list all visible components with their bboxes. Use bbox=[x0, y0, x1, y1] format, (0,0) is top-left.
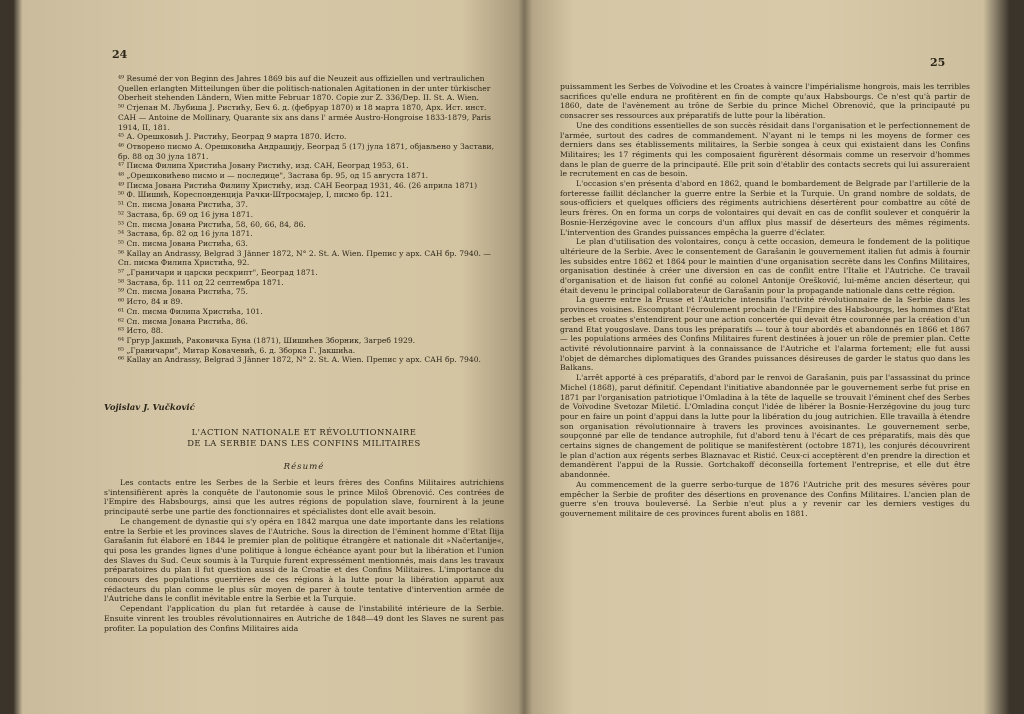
footnote: ⁴⁹ Resumé der von Beginn des Jahres 1869 bis auf die Neuzeit aus offiziellen und vertraulichen Quellen erlangten Mitteilungen über die politisch-nationalen Agitationen in der unter türkischer Oberheit stehenden Ländern, Wien mitte Februar 1870. Copie zur Z. 336/Dep. II. St. A. Wien. bbox=[118, 74, 491, 103]
footnote: ⁵³ Сп. писма Јована Ристића, 58, 60, 66, 84, 86. bbox=[118, 219, 306, 229]
right-page bbox=[560, 0, 988, 714]
footnote: ⁵⁶ Kallay an Andrassy, Belgrad 3 Jänner 1872, N° 2. St. A. Wien. Препис у арх. САН бр. 7940. — Сп. писма Филипа Христића, 92. bbox=[118, 248, 491, 268]
paragraph: Cependant l'application du plan fut retardée à cause de l'instabilité intérieure de la Serbie. Ensuite vinrent les troubles révolutionnaires en Autriche de 1848—49 dont les Slaves ne surent pas profiter. La population des Confins Militaires aida bbox=[104, 604, 504, 633]
paragraph: Les contacts entre les Serbes de la Serbie et leurs frères des Confins Militaires autrichiens s'intensifièrent après la conquête de l'autonomie sous le prince Miloš Obrenović. Ces contrées de l'Empire des Habsbourgs, ainsi que les autres régions de population slave, fournirent à la jeune principauté serbe une partie des fonctionnaires et spécialistes dont elle avait besoin. bbox=[104, 478, 504, 517]
footnote: ⁴⁶ Отворено писмо А. Орешковића Андрашију, Београд 5 (17) јула 1871, објављено у Застави, бр. 88 од 30 јула 1871. bbox=[118, 141, 495, 161]
page-number-right: 25 bbox=[930, 56, 946, 69]
left-page bbox=[34, 0, 504, 714]
footnote: ⁵⁰ Стјепан М. Љубиша Ј. Ристићу, Беч 6. д. (фебруар 1870) и 18 марта 1870, Арх. Ист. инст. САН — Antoine de Mollinary, Quarante six ans dans l' armée Austro-Hongroise 1833-1879, Paris 1914, II, 181. bbox=[118, 103, 491, 132]
right-body-text bbox=[560, 82, 970, 519]
paragraph: puissamment les Serbes de Voïvodine et les Croates à vaincre l'impérialisme hongrois, mais les terribles sacrifices qu'elle endura ne profitèrent en fin de compte qu'aux Habsbourgs. Ce n'est qu'à partir de 1860, date de l'avènement au trône de Serbie du prince Michel Obrenović, que la principauté pu consacrer ses ressources aux préparatifs de lutte pour la libération. bbox=[560, 82, 970, 121]
paragraph: La guerre entre la Prusse et l'Autriche intensifia l'activité révolutionnaire de la Serbie dans les provinces voisines. Escomptant l'écroulement prochain de l'Empire des Habsbourgs, les hommes d'Etat serbes et croates s'entendirent pour une action concertée qui devait être couronnée par la création d'un grand Etat yougoslave. Dans tous les préparatifs — tour à tour abordés et abandonnés en 1866 et 1867 — les populations armées des Confins Militaires furent destinées à jouer un rôle de premier plan. Cette activité révolutionnaire parvint à la connaissance de l'Autriche et l'alarma fortement; elle fut aussi l'objet de démarches diplomatiques des Grandes puissances désireuses de garder le status quo dans les Balkans. bbox=[560, 295, 970, 373]
footnote: ⁶³ Исто, 88. bbox=[118, 326, 164, 336]
footnote: ⁵¹ Сп. писма Јована Ристића, 37. bbox=[118, 200, 248, 210]
footnote: ⁶⁶ Kallay an Andrassy, Belgrad 3 Jänner 1872, N° 2. St. A. Wien. Препис у арх. САН бр. 7940. bbox=[118, 355, 481, 365]
footnote: ⁶¹ Сп. писма Филипа Христића, 101. bbox=[118, 306, 263, 316]
left-body-text bbox=[104, 478, 504, 633]
footnote: ⁶² Сп. писма Јована Ристића, 86. bbox=[118, 316, 248, 326]
article-title-line-1: L'ACTION NATIONALE ET RÉVOLUTIONNAIRE bbox=[191, 427, 417, 437]
footnote: ⁵⁴ Застава, бр. 82 од 16 јула 1871. bbox=[118, 229, 253, 239]
footnotes bbox=[104, 74, 504, 365]
footnote: ⁵⁸ Застава, бр. 111 од 22 септембра 1871. bbox=[118, 277, 284, 287]
paragraph: Le plan d'utilisation des volontaires, conçu à cette occasion, demeura le fondement de la politique ultérieure de la Serbie. Avec le consentement de Garašanin le gouvernement italien fut admis à fournir les subsides entre 1862 et 1864 pour le maintien d'une organisation secrète dans les Confins Militaires, organisation destinée à créer une diversion en cas de conflit entre l'Italie et l'Autriche. Ce travail d'organisation et de liaison fut confié au colonel Antonije Orešković, lui-même ancien déserteur, qui était devenu le principal collaborateur de Garašanin pour la propagande nationale dans cette région. bbox=[560, 237, 970, 295]
footnote: ⁵⁵ Сп. писма Јована Ристића, 63. bbox=[118, 238, 248, 248]
footnote: ⁶⁰ Исто, 84 и 89. bbox=[118, 297, 183, 307]
paragraph: Le changement de dynastie qui s'y opéra en 1842 marqua une date importante dans les relations entre la Serbie et les provinces slaves de l'Autriche. Sous la direction de l'éminent homme d'Etat Ilija Garašanin fut élaboré en 1844 le premier plan de politique étrangère et nationale dit »Načertanije«, qui posa les grandes lignes d'une politique à longue échéance ayant pour but la libération et l'union des Slaves du Sud. Ceux soumis à la Turquie furent expressément mentionnés, mais dans les travaux préparatoires du plan il fut question aussi de la Croatie et des Confins Militaires. L'importance du concours des populations guerrières de ces régions à la lutte pour la libération apparut aux rédacteurs du plan comme le plus sûr moyen de parer à toute tentative d'intervention armée de l'Autriche dans le conflit inévitable entre la Serbie et la Turquie. bbox=[104, 516, 504, 604]
footnote: ⁵² Застава, бр. 69 од 16 јуна 1871. bbox=[118, 209, 254, 219]
footnote: ⁶⁴ Гргур Јакшић, Раковичка Буна (1871), Шишићев Зборник, Загреб 1929. bbox=[118, 335, 416, 345]
footnote: ⁴⁷ Писма Филипа Христића Јовану Ристићу, изд. САН, Београд 1953, 61. bbox=[118, 161, 409, 171]
footnote: ⁴⁵ А. Орешковић Ј. Ристићу, Београд 9 марта 1870. Исто. bbox=[118, 132, 347, 142]
footnote: ⁶⁵ „Граничари", Митар Ковачевић, 6. д. Зборка Г. Јакшића. bbox=[118, 345, 356, 355]
paragraph: L'occasion s'en présenta d'abord en 1862, quand le bombardement de Belgrade par l'artillerie de la forteresse faillit déclancher la guerre entre la Serbie et la Turquie. Un grand nombre de soldats, de sous-officiers et quelques officiers des régiments autrichiens désertèrent pour combattre au côté de leurs frères. On en forma un corps de volontaires qui devait en cas de conflit soulever et conquérir la Bosnie-Herzégovine avec le concours d'un afflux plus massif de déserteurs des mêmes régiments. L'intervention des Grandes puissances empêcha la guerre d'éclater. bbox=[560, 179, 970, 237]
article-author: Vojislav J. Vučković bbox=[104, 403, 195, 413]
article-subtitle: Résumé bbox=[283, 462, 325, 472]
paragraph: Une des conditions essentielles de son succès résidait dans l'organisation et le perfectionnement de l'armée, surtout des cadres de commandement. N'ayant ni le temps ni les moyens de former ces derniers dans ses établissements militaires, la Serbie songea à ceux qui existaient dans les Confins Militaires; les 17 régiments qui les composaient figurèrent désormais comme un reservoir d'hommes dans le plan de guerre de la principauté. Elle prit soin d'établir des contacts secrets qui lui assureraient le recrutement en cas de besoin. bbox=[560, 120, 970, 179]
article-title bbox=[104, 427, 504, 449]
page-number-left: 24 bbox=[112, 48, 128, 61]
footnote: ⁴⁸ „Орешковићево писмо и — последице", Застава бр. 95, од 15 августа 1871. bbox=[118, 171, 429, 181]
paragraph: Au commencement de la guerre serbo-turque de 1876 l'Autriche prit des mesures sévères pour empêcher la Serbie de profiter des désertions en provenance des Confins Militaires. L'ancien plan de guerre s'en trouva bouleversé. La Serbie n'eut plus a y revenir car les derniers vestiges du gouvernement militaire de ces provinces furent abolis en 1881. bbox=[560, 479, 970, 518]
footnote: ⁵⁰ Ф. Шишић, Кореспонденција Рачки-Штросмајер, I, писмо бр. 121. bbox=[118, 190, 393, 200]
footnote: ⁴⁹ Писма Јована Ристића Филипу Христићу, изд. САН Београд 1931, 46. (26 априла 1871) bbox=[118, 180, 478, 190]
article-title-line-2: DE LA SERBIE DANS LES CONFINS MILITAIRES bbox=[187, 438, 421, 448]
paragraph: L'arrêt apporté à ces préparatifs, d'abord par le renvoi de Garašanin, puis par l'assassinat du prince Michel (1868), parut définitif. Cependant l'initiative abandonnée par le gouvernement serbe fut prise en 1871 par l'organisation patriotique l'Omladina à la tête de laquelle se trouvait l'éminent chef des Serbes de Voïvodine Svetozar Miletić. L'Omladina conçut l'idée de libérer la Bosnie-Herzégovine du joug turc pour en faire un point d'appui dans la lutte pour la libération du joug autrichien. Elle travailla à étendre son organisation révolutionnaire à travers les provinces avoisinantes. Le gouvernement serbe, soupçonné par elle de tendance autrophile, fut d'abord tenu à l'écart de ces préparatifs, mais dès que certains signes de changement de politique se manifestèrent (octobre 1871), les conjurés découvrirent le plan d'action aux régents serbes Blaznavac et Ristić. Ceux-ci acceptèrent d'en prendre la direction et demandèrent l'appui de la Russie. Gortchakoff déconseilla fortement l'entreprise, et elle dut être abandonnée. bbox=[560, 373, 970, 480]
footnote: ⁵⁹ Сп. писма Јована Ристића, 75. bbox=[118, 287, 248, 297]
footnote: ⁵⁷ „Граничари и царски рескрипт", Београд 1871. bbox=[118, 268, 318, 278]
